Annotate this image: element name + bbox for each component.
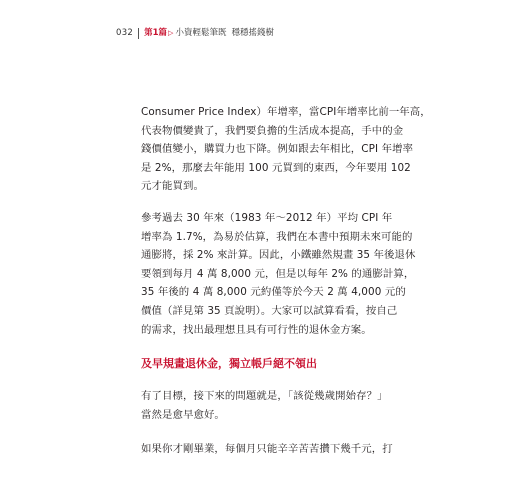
- paragraph: [141, 440, 393, 459]
- text-line: 增率為 1.7%，為易於估算，我們在本書中預期未來可能的: [141, 230, 413, 243]
- text-line: 35 年後的 4 萬 8,000 元約僅等於今天 2 萬 4,000 元的: [141, 286, 406, 299]
- page-number: 032: [116, 28, 134, 38]
- text-line: 是 2%，那麼去年能用 100 元買到的東西，今年要用 102: [141, 161, 411, 174]
- text-line: 錢價值變小，購買力也下降。例如跟去年相比，CPI 年增率: [141, 143, 414, 156]
- header-divider: [138, 28, 139, 39]
- body-text: [141, 103, 431, 459]
- arrow-icon: ▷: [168, 29, 174, 37]
- text-line: 通膨將，採 2% 來計算。因此，小鐵雖然規畫 35 年後退休: [141, 249, 416, 262]
- text-line: 如果你才剛畢業，每個月只能辛辛苦苦攢下幾千元，打: [141, 443, 393, 456]
- text-line: 要領到每月 4 萬 8,000 元，但是以每年 2% 的通膨計算，: [141, 267, 415, 280]
- text-line: 參考過去 30 年來（1983 年～2012 年）平均 CPI 年: [141, 211, 393, 224]
- running-header: [116, 26, 274, 40]
- chapter-title: 穩穩搖錢樹: [231, 28, 274, 38]
- paragraph: [141, 209, 416, 339]
- chapter-label: 第1篇: [144, 28, 168, 38]
- text-line: 有了目標，接下來的問題就是，「該從幾歲開始存？」: [141, 390, 388, 403]
- section-heading: 及早規畫退休金，獨立帳戶絕不領出: [141, 357, 317, 371]
- text-line: 價值（詳見第 35 頁說明）。大家可以試算看看，按自己: [141, 304, 398, 317]
- text-line: 代表物價變貴了，我們要負擔的生活成本提高，手中的金: [141, 124, 404, 137]
- paragraph: [141, 103, 431, 196]
- text-line: Consumer Price Index）年增率，當CPI年增率比前一年高，: [141, 106, 431, 118]
- text-line: 當然是愈早愈好。: [141, 408, 225, 421]
- text-line: 的需求，找出最理想且具有可行性的退休金方案。: [141, 323, 372, 336]
- paragraph: [141, 387, 389, 424]
- book-title: 小資輕鬆筆既: [175, 28, 227, 38]
- text-line: 元才能買到。: [141, 180, 204, 193]
